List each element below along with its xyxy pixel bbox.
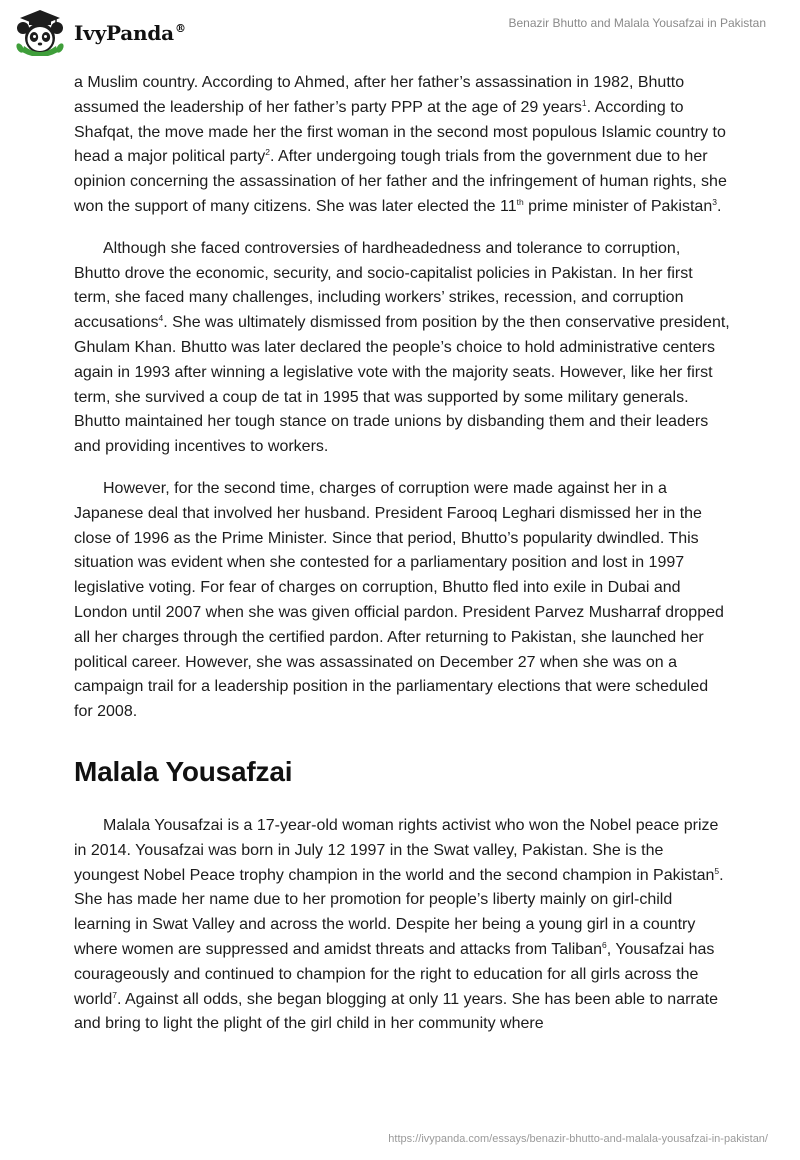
paragraph-text: . She has made her name due to her promotion for people’s liberty mainly on girl-child learning in Swat Valley and across the world. Despite her being a young girl in a country where women are suppressed and amidst threats and attacks from Taliban xyxy=(74,866,724,958)
panda-graduate-icon xyxy=(14,8,66,56)
paragraph-4 xyxy=(74,814,730,1037)
paragraph-text: , Yousafzai has courageously and continued to champion for the right to education for all girls across the world xyxy=(74,940,715,1008)
footnote-ref-3[interactable]: 3 xyxy=(712,196,717,207)
page-header xyxy=(0,0,800,62)
paragraph-text: . Against all odds, she began blogging at only 11 years. She has been able to narrate and bring to light the plight of the girl child in her community where xyxy=(74,990,718,1033)
paragraph-1 xyxy=(74,71,730,220)
paragraph-text: . She was ultimately dismissed from position by the then conservative president, Ghulam Khan. Bhutto was later declared the people’s choice to hold administrative centers again in 1993 after winning a legislative vote with the majority seats. However, like her first term, she survived a coup de tat in 1995 that was supported by some military generals. Bhutto maintained her tough stance on trade unions by disbanding them and their leaders and providing incentives to workers. xyxy=(74,314,730,456)
ivypanda-logo[interactable] xyxy=(14,8,186,56)
paragraph-text: . xyxy=(716,197,722,215)
footnote-ref-7[interactable]: 7 xyxy=(112,989,117,1000)
footnote-ref-4[interactable]: 4 xyxy=(158,313,164,324)
footnote-ref-5[interactable]: 5 xyxy=(714,865,720,876)
paragraph-text: . After undergoing tough trials from the government due to her opinion concerning the assassination of her father and the infringement of human rights, she won the support of many citizens. She was later elected the 11 xyxy=(74,148,727,215)
brand-name xyxy=(74,21,186,45)
footnote-ref-1[interactable]: 1 xyxy=(581,97,587,108)
paragraph-2 xyxy=(74,237,730,460)
registered-mark: ® xyxy=(174,22,186,36)
footer-url[interactable]: https://ivypanda.com/essays/benazir-bhutto-and-malala-yousafzai-in-pakistan/ xyxy=(388,1133,768,1145)
paragraph-text: Although she faced controversies of hardheadedness and tolerance to corruption, Bhutto drove the economic, security, and socio-capitalist policies in Pakistan. In her first term, she faced many challenges, including workers’ strikes, recession, and corruption accusations xyxy=(74,239,693,332)
footnote-ref-2[interactable]: 2 xyxy=(265,147,270,158)
document-title: Benazir Bhutto and Malala Yousafzai in Pakistan xyxy=(508,16,766,30)
paragraph-text: prime minister of Pakistan xyxy=(523,197,713,215)
ordinal-suffix: th xyxy=(516,196,524,207)
brand-text: IvyPanda xyxy=(74,21,174,45)
essay-content xyxy=(74,71,730,1037)
section-heading: Malala Yousafzai xyxy=(74,755,293,787)
paragraph-text: However, for the second time, charges of corruption were made against her in a Japanese deal that involved her husband. President Farooq Leghari dismissed her in the close of 1996 as the Prime Minister. Since that period, Bhutto’s popularity dwindled. This situation was evident when she contested for a parliamentary position and lost in 1997 legislative voting. For fear of charges on corruption, Bhutto fled into exile in Dubai and London until 2007 when she was given official pardon. President Parvez Musharraf dropped all her charges through the certified pardon. After returning to Pakistan, she launched her political career. However, she was assassinated on December 27 when she was on a campaign trail for a leadership position in the parliamentary elections that were scheduled for 2008. xyxy=(74,479,724,721)
paragraph-text: . According to Shafqat, the move made her the first woman in the second most populous Islamic country to head a major political party xyxy=(74,98,726,166)
paragraph-text: Malala Yousafzai is a 17-year-old woman rights activist who won the Nobel peace prize in 2014. Yousafzai was born in July 12 1997 in the Swat valley, Pakistan. She is the youngest Nobel Peace trophy champion in the world and the second champion in Pakistan xyxy=(74,816,719,884)
paragraph-3 xyxy=(74,477,730,725)
paragraph-text: a Muslim country. According to Ahmed, after her father’s assassination in 1982, Bhutto assumed the leadership of her father’s party PPP at the age of 29 years xyxy=(74,74,685,116)
footnote-ref-6[interactable]: 6 xyxy=(601,939,607,950)
